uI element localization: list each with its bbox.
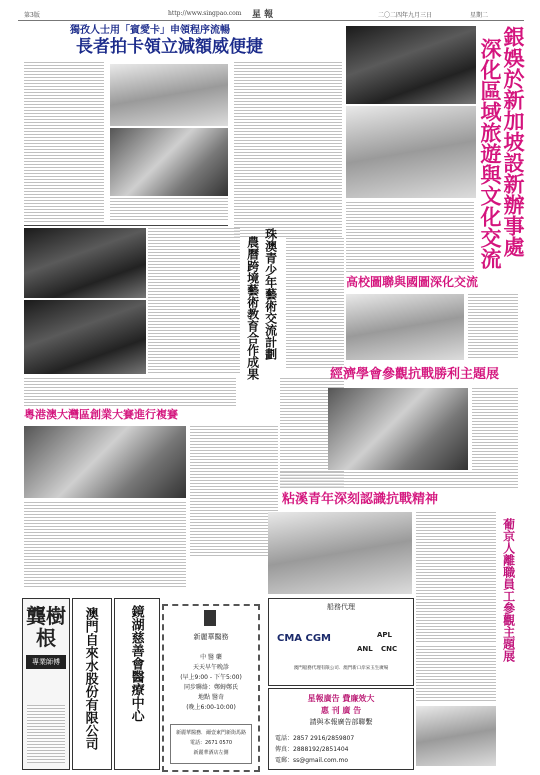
text-column [190, 426, 278, 556]
bottom-vertical-headline: 葡京人離職員工參觀主題展 [501, 518, 516, 662]
text-column [24, 62, 104, 222]
classified-email: 電郵：ss@gmail.com.mo [275, 757, 349, 764]
univ-headline: 高校圖聯與國圖深化交流 [346, 275, 479, 289]
photo-audience [110, 128, 228, 196]
ad-clinic [162, 604, 260, 772]
top-subheadline: 獨孜人士用「賓愛卡」申領程序流暢 [70, 25, 230, 36]
shipping-title: 船務代理 [327, 603, 355, 611]
photo-contest [24, 426, 186, 498]
text-column [148, 228, 240, 374]
classified-phone: 電話：2857 2916/2859807 [275, 735, 355, 742]
contest-headline: 粵港澳大灣區創業大賽進行複賽 [24, 408, 178, 421]
photo-exhibition [328, 388, 468, 470]
text-column [416, 646, 496, 702]
right-headline: 銀娛於新加坡設新辦事處 [501, 26, 527, 257]
divider [24, 225, 228, 226]
section-number: 第3版 [24, 12, 40, 19]
right-subheadline: 深化區域旅遊與文化交流 [478, 38, 504, 269]
ad-left-brand-name: 龔樹根 [26, 604, 66, 650]
ad-text [27, 705, 65, 763]
brand-cnc: CNC [381, 645, 398, 653]
clinic-line: (早上9:00 - 下午5:00) [180, 674, 242, 681]
text-column [24, 502, 186, 588]
photo-group [24, 300, 146, 374]
clinic-line: (晚上6:00-10:00) [186, 704, 236, 711]
newspaper-page [18, 6, 527, 770]
econ-headline: 經濟學會參觀抗戰勝利主題展 [330, 367, 500, 382]
clinic-footer: 新麗華酒店左側 [193, 750, 229, 756]
ad-charity [114, 598, 160, 770]
brand-apl: APL [377, 631, 393, 639]
ad-left-brand-sub: 專業師傅 [26, 655, 66, 669]
photo-library [346, 294, 464, 360]
text-column [24, 378, 236, 406]
photo-event-stage [346, 26, 476, 104]
brand-anl: ANL [357, 645, 373, 653]
header-date: 二〇二四年九月三日 [378, 12, 433, 19]
photo-performance [24, 228, 146, 298]
mid-vertical-headline-2: 農曆跨境藝術教育合作成果 [245, 236, 260, 380]
ad-water [72, 598, 112, 770]
classified-line-1: 星報廣告 費廉效大 [307, 694, 375, 703]
brand-cmacgm: CMA CGM [277, 633, 332, 644]
photo-youth [268, 512, 412, 594]
header-url: http://www.singpao.com [168, 10, 242, 17]
text-column [416, 512, 496, 642]
text-column [110, 198, 228, 222]
header-weekday: 星期二 [470, 12, 489, 19]
shipping-note: 澳門船務代理有限公司．澳門新口岸宋玉生廣場 [293, 666, 389, 671]
clinic-line: 地點 醫奇 [198, 694, 224, 701]
top-headline: 長者拍卡領立減額威便捷 [76, 37, 263, 57]
text-column [286, 238, 344, 368]
ad-classified [268, 688, 414, 770]
photo-ceremony [346, 106, 476, 198]
page-header [18, 6, 524, 21]
masthead: 星 報 [252, 10, 274, 20]
mid-vertical-headline-1: 珠澳青少年藝術交流計劃 [263, 228, 278, 360]
clinic-line: 同步聯絡：鄭姆鄭氏 [183, 684, 238, 691]
text-column [468, 294, 518, 360]
text-column [280, 472, 518, 488]
classified-fax: 傳真：2888192/2851404 [275, 746, 349, 753]
ad-water-name: 澳門自來水股份有限公司 [82, 607, 98, 750]
youth-headline: 粘溪青年深刻認識抗戰精神 [282, 492, 439, 507]
clinic-footer-box [170, 724, 252, 764]
clinic-line: 天天早午晚診 [192, 664, 229, 671]
text-column [234, 62, 342, 237]
classified-line-3: 請與本報廣告部聯繫 [309, 718, 373, 726]
clinic-title: 新麗華醫務 [193, 633, 229, 641]
ad-left-brand [22, 598, 70, 770]
photo-seniors [110, 64, 228, 126]
classified-line-2: 惠 刊 廣 告 [320, 706, 362, 715]
text-column [472, 388, 518, 470]
ad-charity-name: 鏡湖慈善會醫療中心 [128, 605, 144, 722]
clinic-footer: 電話：2671 0570 [189, 740, 233, 746]
clinic-logo-icon [204, 610, 216, 626]
ad-shipping [268, 598, 414, 686]
clinic-line: 中 醫 藥 [200, 654, 222, 661]
clinic-footer: 新麗華醫務．爾壹東門新街馬路 [175, 730, 246, 736]
photo-staff [416, 706, 496, 766]
text-column [346, 202, 474, 272]
